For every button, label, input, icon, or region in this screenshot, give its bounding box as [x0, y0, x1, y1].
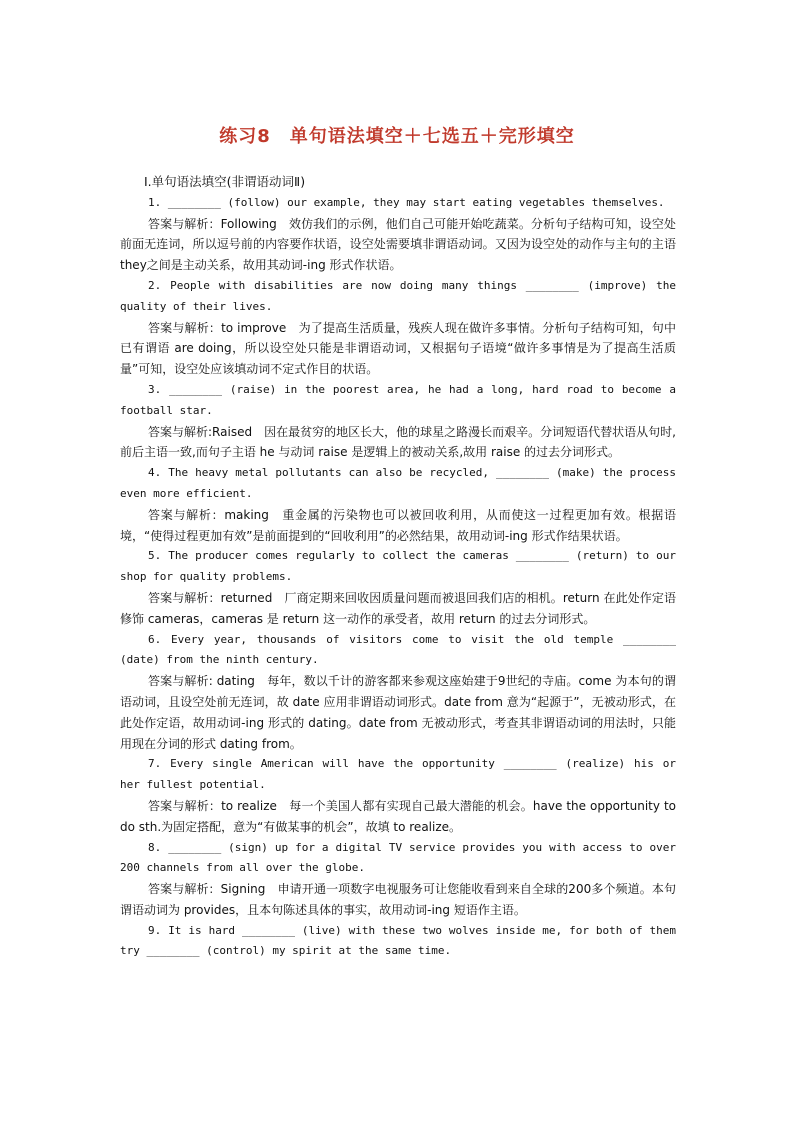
answer-5: 答案与解析：returned 厂商定期来回收因质量问题而被退回我们店的相机。return 在此处作定语修饰 cameras，cameras 是 return 这一动作的承受者，故用 return 的过去分词形式。: [120, 590, 676, 626]
answer-8: 答案与解析：Signing 申请开通一项数字电视服务可让您能收看到来自全球的200多个频道。本句谓语动词为 provides，且本句陈述具体的事实，故用动词-ing 短语作主语。: [120, 882, 676, 917]
question-3: 3. ________ (raise) in the poorest area, he had a long, hard road to become a football star.: [120, 382, 676, 417]
page-title: 练习8 单句语法填空＋七选五＋完形填空: [219, 126, 575, 147]
question-1: 1. ________ (follow) our example, they may start eating vegetables themselves.: [148, 195, 665, 209]
question-6: 6. Every year, thousands of visitors come to visit the old temple ________ (date) from the ninth century.: [120, 632, 676, 667]
question-8: 8. ________ (sign) up for a digital TV service provides you with access to over 200 channels from all over the globe.: [120, 840, 676, 875]
answer-6: 答案与解析: dating 每年，数以千计的游客都来参观这座始建于9世纪的寺庙。come 为本句的谓语动词，且设空处前无连词，故 date 应用非谓语动词形式。date from 意为“起源于”，无被动形式，在此处作定语，故用动词-ing 形式的 dating。date from 无被动形式，考查其非谓语动词的用法时，只能用现在分词的形式 dating from。: [120, 674, 676, 751]
question-7: 7. Every single American will have the opportunity ________ (realize) his or her fullest potential.: [120, 757, 676, 792]
answer-1: 答案与解析：Following 效仿我们的示例，他们自己可能开始吃蔬菜。分析句子结构可知，设空处前面无连词，所以逗号前的内容要作状语，设空处需要填非谓语动词。又因为设空处的动作与主句的主语 they之间是主动关系，故用其动词-ing 形式作状语。: [120, 216, 676, 273]
answer-4: 答案与解析：making 重金属的污染物也可以被回收利用，从而使这一过程更加有效。根据语境，“使得过程更加有效”是前面提到的“回收利用”的必然结果，故用动词-ing 形式作结果状语。: [120, 507, 676, 543]
section-heading: Ⅰ.单句语法填空(非谓语动词Ⅱ): [144, 174, 306, 189]
question-2: 2. People with disabilities are now doing many things ________ (improve) the quality of their lives.: [120, 278, 676, 313]
answer-2: 答案与解析：to improve 为了提高生活质量，残疾人现在做许多事情。分析句子结构可知，句中已有谓语 are doing，所以设空处只能是非谓语动词，又根据句子语境“做许多事情是为了提高生活质量”可知，设空处应该填动词不定式作目的状语。: [120, 320, 676, 377]
answer-3: 答案与解析:Raised 因在最贫穷的地区长大，他的球星之路漫长而艰辛。分词短语代替状语从句时,前后主语一致,而句子主语 he 与动词 raise 是逻辑上的被动关系,故用 raise 的过去分词形式。: [120, 424, 676, 460]
question-9: 9. It is hard ________ (live) with these two wolves inside me, for both of them try ________ (control) my spirit at the same time.: [120, 923, 676, 958]
question-4: 4. The heavy metal pollutants can also be recycled, ________ (make) the process even more efficient.: [120, 466, 676, 500]
question-5: 5. The producer comes regularly to collect the cameras ________ (return) to our shop for quality problems.: [120, 549, 676, 584]
answer-7: 答案与解析：to realize 每一个美国人都有实现自己最大潜能的机会。have the opportunity to do sth.为固定搭配，意为“有做某事的机会”，故填 to realize。: [120, 798, 676, 834]
exercise-content: [120, 172, 676, 962]
